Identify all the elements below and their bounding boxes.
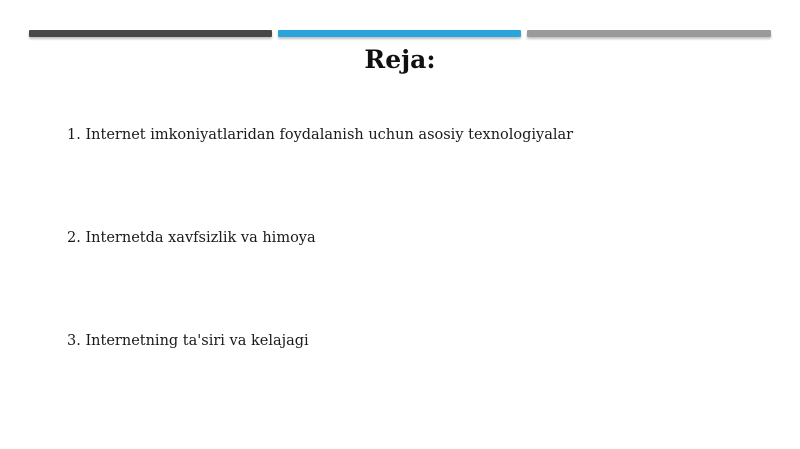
decor-bar-dark	[29, 30, 272, 37]
plan-item-3: 3. Internetning ta'siri va kelajagi	[67, 333, 309, 349]
slide-title: Reja:	[364, 45, 436, 74]
plan-item-2: 2. Internetda xavfsizlik va himoya	[67, 230, 316, 246]
plan-item-1: 1. Internet imkoniyatlaridan foydalanish uchun asosiy texnologiyalar	[67, 127, 574, 143]
decor-bar-blue	[278, 30, 521, 37]
decor-bar-gray	[527, 30, 771, 37]
